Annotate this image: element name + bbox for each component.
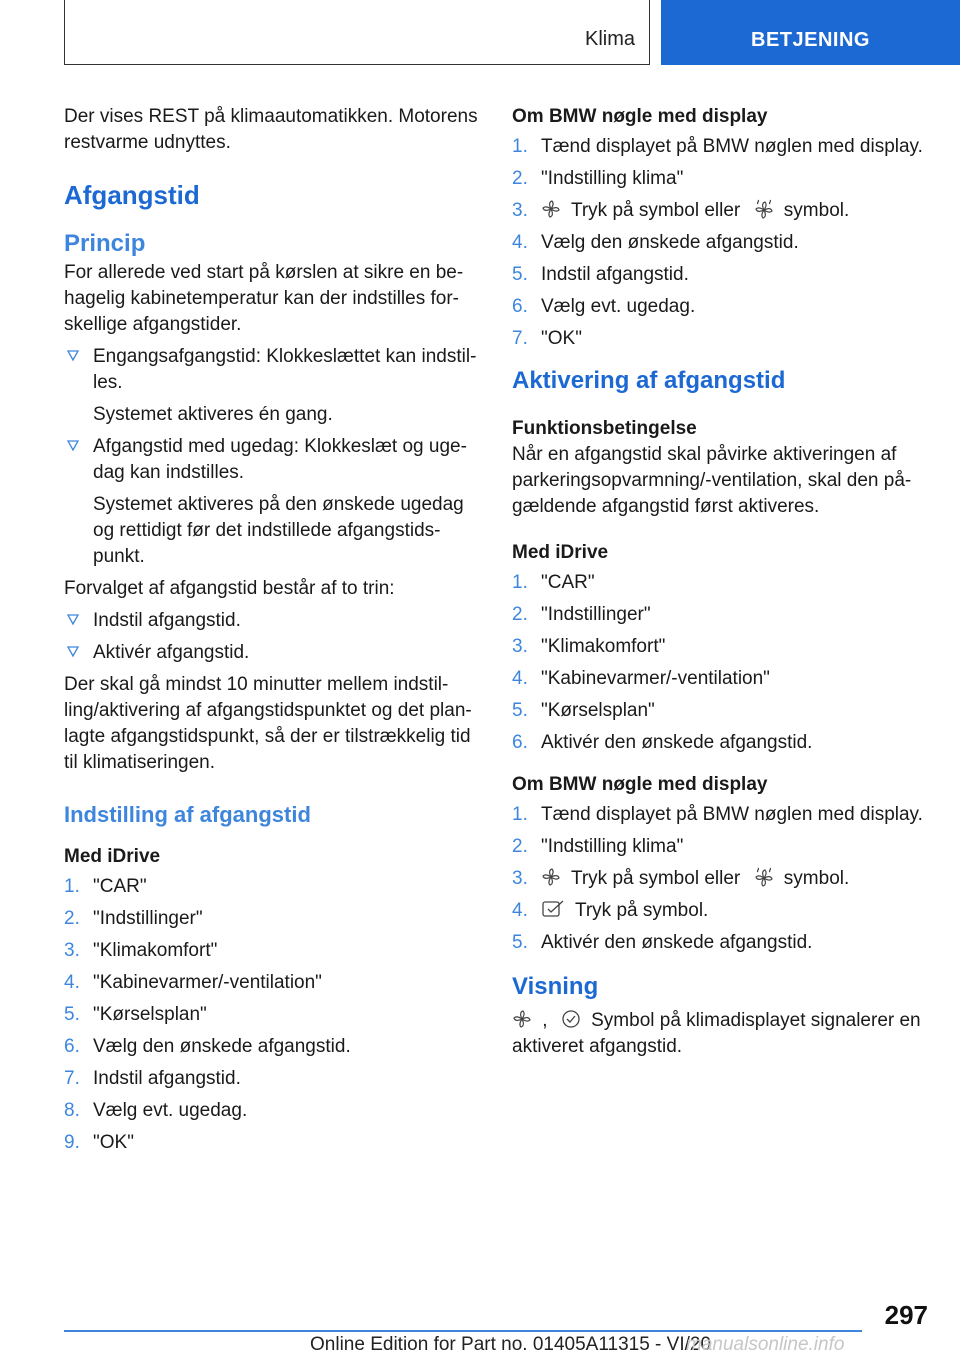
- idrive-steps-list: [64, 874, 484, 1156]
- list-item: [64, 434, 484, 570]
- list-item: [512, 326, 940, 352]
- triangle-bullet-icon: [66, 613, 80, 627]
- step-number: 2.: [512, 836, 528, 857]
- step-number: 6.: [512, 732, 528, 753]
- step-text: Tænd displayet på BMW nøglen med display.: [541, 804, 923, 825]
- fan-heat-icon: [754, 867, 774, 887]
- list-item: [64, 1130, 484, 1156]
- step-text: "CAR": [93, 876, 147, 897]
- visning-description: Symbol på klimadisplayet signalerer en aktiveret afgangstid.: [512, 1010, 921, 1057]
- step-text: Vælg evt. ugedag.: [93, 1100, 248, 1121]
- bullet-subtext: Systemet aktiveres én gang.: [93, 404, 333, 425]
- list-item: [512, 866, 940, 892]
- step-number: 3.: [64, 940, 80, 961]
- list-item: [512, 262, 940, 288]
- step-text: "Kabinevarmer/-ventilation": [541, 668, 770, 689]
- list-item: [64, 1002, 484, 1028]
- step-text: Vælg den ønskede afgangstid.: [93, 1036, 351, 1057]
- list-item: [512, 602, 940, 628]
- list-item: [512, 666, 940, 692]
- step-number: 5.: [512, 700, 528, 721]
- step-text: "Kabinevarmer/-ventilation": [93, 972, 322, 993]
- step-number: 3.: [512, 200, 528, 221]
- step-number: 3.: [512, 868, 528, 889]
- step-number: 5.: [512, 264, 528, 285]
- list-item: [64, 1034, 484, 1060]
- forvalget-text: Forvalget af afgangstid består af to trin:: [64, 578, 395, 599]
- step-number: 8.: [64, 1100, 80, 1121]
- step-text: Indstil afgangstid.: [541, 264, 689, 285]
- heading-indstilling: Indstilling af afgangstid: [64, 802, 311, 827]
- triangle-bullet-icon: [66, 349, 80, 363]
- step-text: "Indstilling klima": [541, 168, 684, 189]
- funktion-text: Når en afgangstid skal påvirke aktiveringen af parkeringsopvarmning/-ventilation, skal den pågældende afgangstid først aktiveres.: [512, 444, 912, 517]
- key1-steps-list: [512, 134, 940, 352]
- fan-icon: [512, 1009, 532, 1029]
- step-number: 6.: [64, 1036, 80, 1057]
- list-item: [64, 1066, 484, 1092]
- list-item: [64, 608, 484, 634]
- step-text-with-icons: [541, 866, 849, 892]
- step-number: 4.: [64, 972, 80, 993]
- visning-separator: ,: [542, 1010, 548, 1031]
- step-text: Indstil afgangstid.: [93, 1068, 241, 1089]
- step-number: 2.: [512, 168, 528, 189]
- step-text: "OK": [93, 1132, 134, 1153]
- heading-med-idrive-2: Med iDrive: [512, 542, 609, 563]
- list-item: [64, 1098, 484, 1124]
- idrive-activation-steps: [512, 570, 940, 756]
- step-text: "OK": [541, 328, 582, 349]
- bullet-subtext: Systemet aktiveres på den ønskede ugedag og rettidigt før det indstillede afgangstidspunkt.: [93, 494, 464, 567]
- list-item: [512, 834, 940, 860]
- list-item: [512, 730, 940, 756]
- step-text: Tryk på symbol.: [574, 900, 709, 921]
- step-text: Tryk på symbol eller: [570, 868, 741, 889]
- clock-icon: [561, 1009, 581, 1029]
- heading-princip: Princip: [64, 230, 146, 257]
- step-text: "Indstillinger": [93, 908, 203, 929]
- list-item: [64, 906, 484, 932]
- step-text: Tryk på symbol eller: [570, 200, 741, 221]
- triangle-bullet-icon: [66, 439, 80, 453]
- step-text: Tænd displayet på BMW nøglen med display.: [541, 136, 923, 157]
- triangle-bullet-icon: [66, 645, 80, 659]
- right-column: [512, 104, 940, 1060]
- list-item: [64, 938, 484, 964]
- list-item: [64, 640, 484, 666]
- list-item: [512, 698, 940, 724]
- bullet-text: Afgangstid med ugedag: Klokkeslæt og ugedag kan indstilles.: [93, 436, 467, 483]
- list-item: [512, 198, 940, 224]
- step-number: 9.: [64, 1132, 80, 1153]
- step-number: 6.: [512, 296, 528, 317]
- step-number: 5.: [512, 932, 528, 953]
- step-number: 4.: [512, 900, 528, 921]
- two-step-list: [64, 608, 484, 666]
- step-number: 1.: [512, 572, 528, 593]
- heading-bmw-key-2: Om BMW nøgle med display: [512, 774, 768, 795]
- checkbox-icon: [541, 899, 565, 919]
- list-item: [512, 166, 940, 192]
- step-number: 1.: [64, 876, 80, 897]
- list-item: [64, 874, 484, 900]
- heading-bmw-key-1: Om BMW nøgle med display: [512, 106, 768, 127]
- heading-funktionsbetingelse: Funktionsbetingelse: [512, 418, 697, 439]
- step-number: 7.: [512, 328, 528, 349]
- fan-heat-icon: [754, 199, 774, 219]
- visning-text: [512, 1008, 940, 1060]
- step-number: 4.: [512, 668, 528, 689]
- step-text-with-icons: [541, 198, 849, 224]
- step-number: 3.: [512, 636, 528, 657]
- header-tab-betjening[interactable]: BETJENING: [661, 0, 960, 65]
- intro-text: Der vises REST på klimaautomatikken. Motorens restvarme udnyttes.: [64, 106, 478, 153]
- footer-edition: Online Edition for Part no. 01405A11315 - VI/20: [310, 1334, 712, 1355]
- heading-aktivering: Aktivering af afgangstid: [512, 367, 786, 394]
- bullet-text: Indstil afgangstid.: [93, 610, 241, 631]
- note-text: Der skal gå mindst 10 minutter mellem indstilling/aktivering af afgangstidspunktet og det planlagte afgangstidspunkt, så der er tilstrækkelig tid til klimatiseringen.: [64, 674, 472, 773]
- step-text: "Indstilling klima": [541, 836, 684, 857]
- step-text: Aktivér den ønskede afgangstid.: [541, 932, 813, 953]
- heading-visning: Visning: [512, 973, 599, 1000]
- list-item: [512, 802, 940, 828]
- step-text: "Kørselsplan": [541, 700, 655, 721]
- list-item: [512, 930, 940, 956]
- step-text: "Klimakomfort": [541, 636, 666, 657]
- step-number: 1.: [512, 136, 528, 157]
- step-number: 5.: [64, 1004, 80, 1025]
- list-item: [512, 294, 940, 320]
- step-text: Vælg den ønskede afgangstid.: [541, 232, 799, 253]
- key2-steps-list: [512, 802, 940, 956]
- list-item: [64, 344, 484, 428]
- step-number: 1.: [512, 804, 528, 825]
- step-text: Aktivér den ønskede afgangstid.: [541, 732, 813, 753]
- step-text: "CAR": [541, 572, 595, 593]
- step-text: "Kørselsplan": [93, 1004, 207, 1025]
- list-item: [512, 134, 940, 160]
- step-text: "Klimakomfort": [93, 940, 218, 961]
- list-item: [64, 970, 484, 996]
- step-text: symbol.: [783, 200, 850, 221]
- left-column: [64, 104, 484, 1162]
- step-text: symbol.: [783, 868, 850, 889]
- princip-text: For allerede ved start på kørslen at sikre en behagelig kabinetemperatur kan der indstilles forskellige afgangstider.: [64, 262, 464, 335]
- departure-type-list: [64, 344, 484, 570]
- list-item: [512, 634, 940, 660]
- step-number: 2.: [512, 604, 528, 625]
- bullet-text: Aktivér afgangstid.: [93, 642, 250, 663]
- heading-med-idrive: Med iDrive: [64, 846, 161, 867]
- fan-icon: [541, 867, 561, 887]
- step-number: 7.: [64, 1068, 80, 1089]
- page-number: 297: [884, 1300, 928, 1330]
- watermark: manualsonline.info: [686, 1334, 845, 1355]
- footer-divider: [64, 1330, 862, 1332]
- fan-icon: [541, 199, 561, 219]
- step-number: 2.: [64, 908, 80, 929]
- step-text: Vælg evt. ugedag.: [541, 296, 696, 317]
- header-box: [64, 0, 650, 65]
- list-item: [512, 898, 940, 924]
- list-item: [512, 570, 940, 596]
- bullet-text: Engangsafgangstid: Klokkeslættet kan indstilles.: [93, 346, 477, 393]
- header-section-title: Klima: [584, 28, 635, 50]
- step-text-with-icon: [541, 898, 708, 924]
- list-item: [512, 230, 940, 256]
- step-number: 4.: [512, 232, 528, 253]
- heading-afgangstid: Afgangstid: [64, 180, 200, 210]
- step-text: "Indstillinger": [541, 604, 651, 625]
